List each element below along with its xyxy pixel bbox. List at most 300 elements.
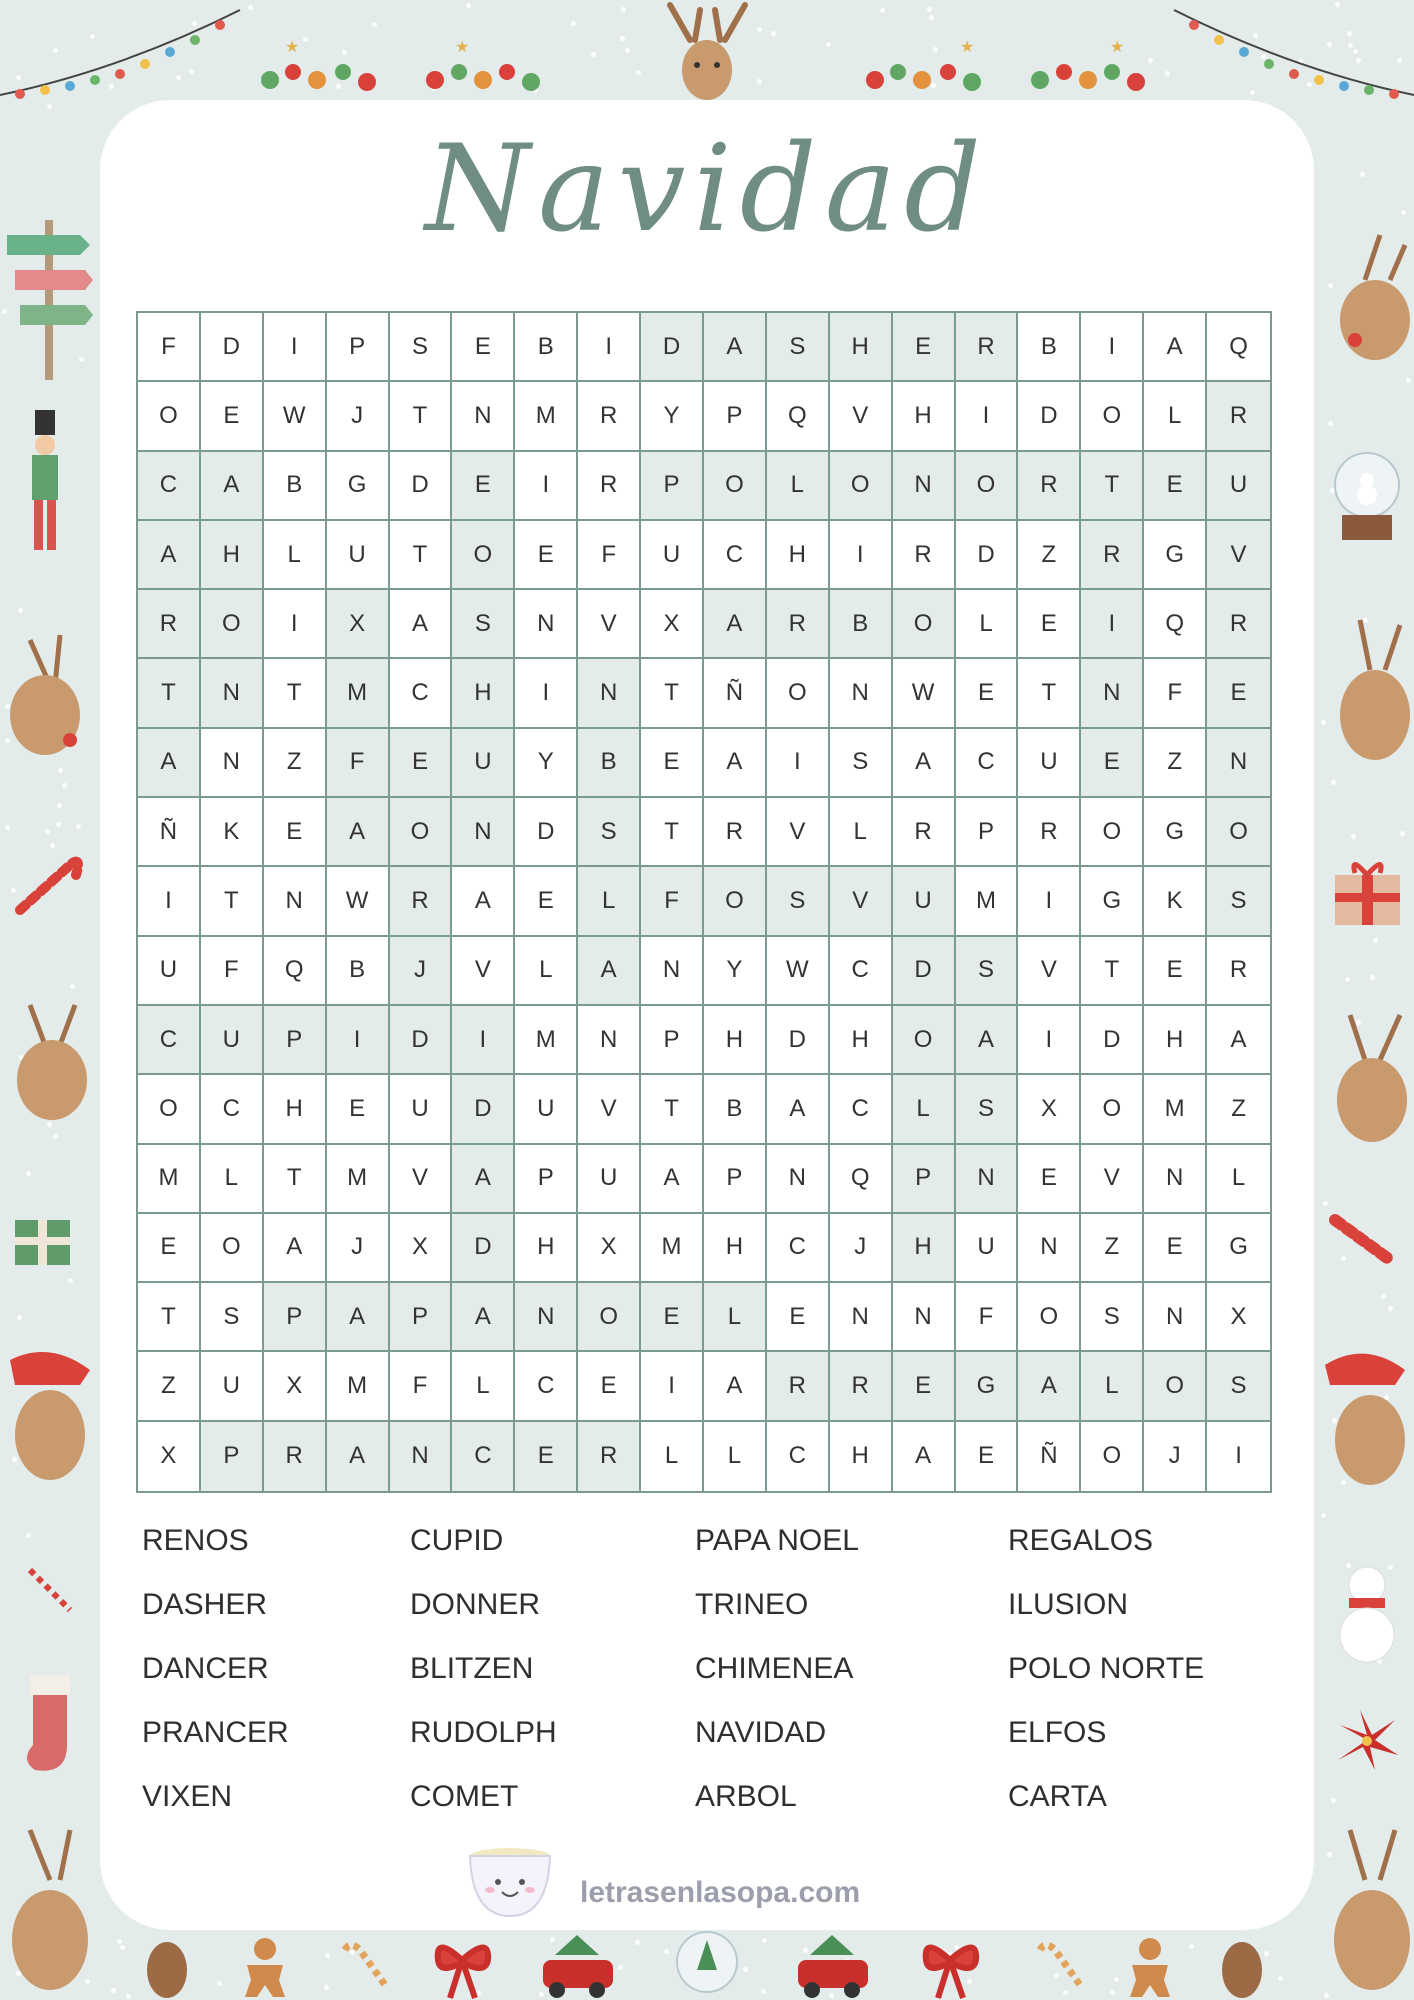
grid-cell[interactable]: E <box>452 452 515 521</box>
grid-cell[interactable]: I <box>1081 313 1144 382</box>
grid-cell[interactable]: E <box>956 1422 1019 1491</box>
grid-cell[interactable]: H <box>767 521 830 590</box>
grid-cell[interactable]: R <box>1207 937 1270 1006</box>
grid-cell[interactable]: U <box>138 937 201 1006</box>
grid-cell[interactable]: R <box>578 382 641 451</box>
grid-cell[interactable]: C <box>201 1075 264 1144</box>
grid-cell[interactable]: U <box>327 521 390 590</box>
grid-cell[interactable]: P <box>893 1145 956 1214</box>
grid-cell[interactable]: T <box>641 798 704 867</box>
grid-cell[interactable]: A <box>138 729 201 798</box>
grid-cell[interactable]: I <box>264 313 327 382</box>
grid-cell[interactable]: Ñ <box>704 659 767 728</box>
grid-cell[interactable]: Q <box>264 937 327 1006</box>
grid-cell[interactable]: L <box>578 867 641 936</box>
grid-cell[interactable]: C <box>830 937 893 1006</box>
grid-cell[interactable]: V <box>452 937 515 1006</box>
grid-cell[interactable]: O <box>704 452 767 521</box>
grid-cell[interactable]: N <box>515 590 578 659</box>
grid-cell[interactable]: I <box>327 1006 390 1075</box>
grid-cell[interactable]: R <box>767 1352 830 1421</box>
grid-cell[interactable]: J <box>1144 1422 1207 1491</box>
grid-cell[interactable]: E <box>641 1283 704 1352</box>
grid-cell[interactable]: R <box>1207 590 1270 659</box>
grid-cell[interactable]: F <box>641 867 704 936</box>
grid-cell[interactable]: T <box>264 1145 327 1214</box>
grid-cell[interactable]: Y <box>641 382 704 451</box>
grid-cell[interactable]: O <box>1081 1075 1144 1144</box>
grid-cell[interactable]: U <box>1018 729 1081 798</box>
grid-cell[interactable]: H <box>830 313 893 382</box>
grid-cell[interactable]: O <box>578 1283 641 1352</box>
grid-cell[interactable]: O <box>138 382 201 451</box>
grid-cell[interactable]: U <box>515 1075 578 1144</box>
grid-cell[interactable]: E <box>1144 1214 1207 1283</box>
grid-cell[interactable]: R <box>704 798 767 867</box>
grid-cell[interactable]: P <box>264 1006 327 1075</box>
grid-cell[interactable]: C <box>515 1352 578 1421</box>
grid-cell[interactable]: R <box>1018 798 1081 867</box>
grid-cell[interactable]: C <box>138 1006 201 1075</box>
grid-cell[interactable]: O <box>1207 798 1270 867</box>
grid-cell[interactable]: W <box>893 659 956 728</box>
grid-cell[interactable]: B <box>578 729 641 798</box>
grid-cell[interactable]: O <box>452 521 515 590</box>
grid-cell[interactable]: X <box>1018 1075 1081 1144</box>
grid-cell[interactable]: U <box>390 1075 453 1144</box>
grid-cell[interactable]: D <box>893 937 956 1006</box>
grid-cell[interactable]: E <box>641 729 704 798</box>
grid-cell[interactable]: X <box>264 1352 327 1421</box>
grid-cell[interactable]: D <box>1018 382 1081 451</box>
grid-cell[interactable]: O <box>893 1006 956 1075</box>
grid-cell[interactable]: N <box>264 867 327 936</box>
grid-cell[interactable]: R <box>578 1422 641 1491</box>
grid-cell[interactable]: R <box>578 452 641 521</box>
grid-cell[interactable]: J <box>327 382 390 451</box>
grid-cell[interactable]: G <box>1144 521 1207 590</box>
grid-cell[interactable]: N <box>452 798 515 867</box>
grid-cell[interactable]: A <box>390 590 453 659</box>
grid-cell[interactable]: R <box>1081 521 1144 590</box>
grid-cell[interactable]: A <box>641 1145 704 1214</box>
grid-cell[interactable]: A <box>327 798 390 867</box>
grid-cell[interactable]: S <box>578 798 641 867</box>
grid-cell[interactable]: I <box>515 659 578 728</box>
grid-cell[interactable]: X <box>390 1214 453 1283</box>
grid-cell[interactable]: L <box>704 1283 767 1352</box>
grid-cell[interactable]: U <box>578 1145 641 1214</box>
grid-cell[interactable]: I <box>767 729 830 798</box>
grid-cell[interactable]: I <box>578 313 641 382</box>
grid-cell[interactable]: A <box>1207 1006 1270 1075</box>
grid-cell[interactable]: B <box>830 590 893 659</box>
grid-cell[interactable]: B <box>264 452 327 521</box>
grid-cell[interactable]: H <box>893 382 956 451</box>
grid-cell[interactable]: Z <box>264 729 327 798</box>
grid-cell[interactable]: N <box>452 382 515 451</box>
grid-cell[interactable]: C <box>767 1422 830 1491</box>
grid-cell[interactable]: E <box>1144 937 1207 1006</box>
grid-cell[interactable]: Z <box>1018 521 1081 590</box>
grid-cell[interactable]: R <box>893 521 956 590</box>
grid-cell[interactable]: O <box>956 452 1019 521</box>
grid-cell[interactable]: M <box>1144 1075 1207 1144</box>
grid-cell[interactable]: V <box>1207 521 1270 590</box>
grid-cell[interactable]: L <box>264 521 327 590</box>
grid-cell[interactable]: L <box>1081 1352 1144 1421</box>
grid-cell[interactable]: E <box>138 1214 201 1283</box>
grid-cell[interactable]: G <box>1207 1214 1270 1283</box>
grid-cell[interactable]: H <box>452 659 515 728</box>
grid-cell[interactable]: M <box>515 1006 578 1075</box>
grid-cell[interactable]: L <box>641 1422 704 1491</box>
grid-cell[interactable]: I <box>138 867 201 936</box>
grid-cell[interactable]: U <box>641 521 704 590</box>
grid-cell[interactable]: X <box>578 1214 641 1283</box>
grid-cell[interactable]: V <box>1081 1145 1144 1214</box>
grid-cell[interactable]: F <box>1144 659 1207 728</box>
grid-cell[interactable]: A <box>452 867 515 936</box>
grid-cell[interactable]: S <box>1207 867 1270 936</box>
grid-cell[interactable]: N <box>641 937 704 1006</box>
grid-cell[interactable]: E <box>327 1075 390 1144</box>
grid-cell[interactable]: P <box>327 313 390 382</box>
grid-cell[interactable]: V <box>578 1075 641 1144</box>
grid-cell[interactable]: W <box>767 937 830 1006</box>
grid-cell[interactable]: C <box>956 729 1019 798</box>
grid-cell[interactable]: O <box>830 452 893 521</box>
grid-cell[interactable]: E <box>1144 452 1207 521</box>
grid-cell[interactable]: A <box>704 313 767 382</box>
grid-cell[interactable]: A <box>264 1214 327 1283</box>
grid-cell[interactable]: F <box>327 729 390 798</box>
grid-cell[interactable]: E <box>452 313 515 382</box>
grid-cell[interactable]: Z <box>1144 729 1207 798</box>
grid-cell[interactable]: M <box>138 1145 201 1214</box>
grid-cell[interactable]: B <box>327 937 390 1006</box>
grid-cell[interactable]: Z <box>138 1352 201 1421</box>
grid-cell[interactable]: T <box>641 659 704 728</box>
grid-cell[interactable]: S <box>767 867 830 936</box>
grid-cell[interactable]: O <box>1081 382 1144 451</box>
grid-cell[interactable]: S <box>390 313 453 382</box>
grid-cell[interactable]: I <box>264 590 327 659</box>
grid-cell[interactable]: K <box>1144 867 1207 936</box>
grid-cell[interactable]: P <box>201 1422 264 1491</box>
grid-cell[interactable]: H <box>515 1214 578 1283</box>
grid-cell[interactable]: N <box>201 659 264 728</box>
grid-cell[interactable]: A <box>767 1075 830 1144</box>
grid-cell[interactable]: G <box>327 452 390 521</box>
grid-cell[interactable]: D <box>390 452 453 521</box>
grid-cell[interactable]: N <box>1144 1283 1207 1352</box>
grid-cell[interactable]: F <box>578 521 641 590</box>
grid-cell[interactable]: U <box>452 729 515 798</box>
grid-cell[interactable]: R <box>264 1422 327 1491</box>
grid-cell[interactable]: N <box>201 729 264 798</box>
grid-cell[interactable]: M <box>327 659 390 728</box>
grid-cell[interactable]: I <box>956 382 1019 451</box>
grid-cell[interactable]: I <box>1018 867 1081 936</box>
grid-cell[interactable]: M <box>641 1214 704 1283</box>
grid-cell[interactable]: Ñ <box>1018 1422 1081 1491</box>
grid-cell[interactable]: V <box>830 382 893 451</box>
grid-cell[interactable]: R <box>1207 382 1270 451</box>
grid-cell[interactable]: O <box>390 798 453 867</box>
grid-cell[interactable]: C <box>830 1075 893 1144</box>
grid-cell[interactable]: O <box>1081 798 1144 867</box>
grid-cell[interactable]: M <box>327 1352 390 1421</box>
grid-cell[interactable]: D <box>201 313 264 382</box>
grid-cell[interactable]: I <box>452 1006 515 1075</box>
grid-cell[interactable]: I <box>1207 1422 1270 1491</box>
grid-cell[interactable]: E <box>515 1422 578 1491</box>
grid-cell[interactable]: T <box>641 1075 704 1144</box>
grid-cell[interactable]: R <box>893 798 956 867</box>
grid-cell[interactable]: O <box>138 1075 201 1144</box>
grid-cell[interactable]: J <box>327 1214 390 1283</box>
grid-cell[interactable]: M <box>956 867 1019 936</box>
grid-cell[interactable]: X <box>327 590 390 659</box>
grid-cell[interactable]: I <box>515 452 578 521</box>
grid-cell[interactable]: D <box>515 798 578 867</box>
grid-cell[interactable]: P <box>264 1283 327 1352</box>
grid-cell[interactable]: L <box>704 1422 767 1491</box>
grid-cell[interactable]: S <box>452 590 515 659</box>
grid-cell[interactable]: C <box>390 659 453 728</box>
grid-cell[interactable]: N <box>767 1145 830 1214</box>
grid-cell[interactable]: A <box>956 1006 1019 1075</box>
grid-cell[interactable]: K <box>201 798 264 867</box>
grid-cell[interactable]: L <box>452 1352 515 1421</box>
grid-cell[interactable]: G <box>1144 798 1207 867</box>
grid-cell[interactable]: X <box>641 590 704 659</box>
grid-cell[interactable]: H <box>704 1214 767 1283</box>
grid-cell[interactable]: W <box>264 382 327 451</box>
grid-cell[interactable]: F <box>201 937 264 1006</box>
grid-cell[interactable]: R <box>767 590 830 659</box>
grid-cell[interactable]: N <box>956 1145 1019 1214</box>
grid-cell[interactable]: A <box>578 937 641 1006</box>
grid-cell[interactable]: T <box>138 1283 201 1352</box>
grid-cell[interactable]: D <box>641 313 704 382</box>
grid-cell[interactable]: G <box>956 1352 1019 1421</box>
grid-cell[interactable]: M <box>327 1145 390 1214</box>
grid-cell[interactable]: E <box>578 1352 641 1421</box>
grid-cell[interactable]: N <box>830 1283 893 1352</box>
grid-cell[interactable]: B <box>515 313 578 382</box>
grid-cell[interactable]: U <box>201 1352 264 1421</box>
grid-cell[interactable]: E <box>1018 1145 1081 1214</box>
grid-cell[interactable]: D <box>390 1006 453 1075</box>
grid-cell[interactable]: Q <box>767 382 830 451</box>
grid-cell[interactable]: E <box>893 1352 956 1421</box>
grid-cell[interactable]: C <box>138 452 201 521</box>
grid-cell[interactable]: T <box>264 659 327 728</box>
grid-cell[interactable]: P <box>515 1145 578 1214</box>
grid-cell[interactable]: O <box>201 590 264 659</box>
grid-cell[interactable]: E <box>893 313 956 382</box>
grid-cell[interactable]: R <box>956 313 1019 382</box>
grid-cell[interactable]: C <box>704 521 767 590</box>
grid-cell[interactable]: Q <box>830 1145 893 1214</box>
grid-cell[interactable]: E <box>767 1283 830 1352</box>
grid-cell[interactable]: I <box>1018 1006 1081 1075</box>
grid-cell[interactable]: T <box>1018 659 1081 728</box>
grid-cell[interactable]: C <box>767 1214 830 1283</box>
grid-cell[interactable]: O <box>201 1214 264 1283</box>
grid-cell[interactable]: N <box>1207 729 1270 798</box>
grid-cell[interactable]: R <box>1018 452 1081 521</box>
grid-cell[interactable]: O <box>1144 1352 1207 1421</box>
grid-cell[interactable]: V <box>767 798 830 867</box>
grid-cell[interactable]: R <box>390 867 453 936</box>
grid-cell[interactable]: N <box>578 1006 641 1075</box>
grid-cell[interactable]: T <box>201 867 264 936</box>
grid-cell[interactable]: R <box>138 590 201 659</box>
grid-cell[interactable]: I <box>830 521 893 590</box>
grid-cell[interactable]: N <box>830 659 893 728</box>
grid-cell[interactable]: E <box>956 659 1019 728</box>
grid-cell[interactable]: G <box>1081 867 1144 936</box>
grid-cell[interactable]: R <box>830 1352 893 1421</box>
grid-cell[interactable]: E <box>1018 590 1081 659</box>
grid-cell[interactable]: B <box>1018 313 1081 382</box>
grid-cell[interactable]: O <box>704 867 767 936</box>
grid-cell[interactable]: D <box>956 521 1019 590</box>
grid-cell[interactable]: P <box>641 452 704 521</box>
grid-cell[interactable]: F <box>138 313 201 382</box>
grid-cell[interactable]: T <box>1081 452 1144 521</box>
grid-cell[interactable]: H <box>830 1006 893 1075</box>
grid-cell[interactable]: O <box>1081 1422 1144 1491</box>
grid-cell[interactable]: S <box>201 1283 264 1352</box>
grid-cell[interactable]: B <box>704 1075 767 1144</box>
grid-cell[interactable]: A <box>327 1422 390 1491</box>
grid-cell[interactable]: L <box>1207 1145 1270 1214</box>
grid-cell[interactable]: S <box>956 937 1019 1006</box>
grid-cell[interactable]: N <box>515 1283 578 1352</box>
grid-cell[interactable]: N <box>1018 1214 1081 1283</box>
grid-cell[interactable]: U <box>1207 452 1270 521</box>
grid-cell[interactable]: P <box>390 1283 453 1352</box>
grid-cell[interactable]: J <box>390 937 453 1006</box>
grid-cell[interactable]: H <box>704 1006 767 1075</box>
grid-cell[interactable]: O <box>893 590 956 659</box>
grid-cell[interactable]: F <box>390 1352 453 1421</box>
grid-cell[interactable]: N <box>893 452 956 521</box>
grid-cell[interactable]: Y <box>704 937 767 1006</box>
grid-cell[interactable]: Q <box>1144 590 1207 659</box>
grid-cell[interactable]: Q <box>1207 313 1270 382</box>
grid-cell[interactable]: S <box>830 729 893 798</box>
grid-cell[interactable]: E <box>390 729 453 798</box>
grid-cell[interactable]: Z <box>1081 1214 1144 1283</box>
grid-cell[interactable]: P <box>704 1145 767 1214</box>
grid-cell[interactable]: N <box>1144 1145 1207 1214</box>
website-link[interactable]: letrasenlasopa.com <box>580 1876 861 1909</box>
grid-cell[interactable]: W <box>327 867 390 936</box>
grid-cell[interactable]: S <box>956 1075 1019 1144</box>
grid-cell[interactable]: E <box>1081 729 1144 798</box>
grid-cell[interactable]: S <box>1081 1283 1144 1352</box>
grid-cell[interactable]: O <box>1018 1283 1081 1352</box>
grid-cell[interactable]: A <box>138 521 201 590</box>
grid-cell[interactable]: A <box>201 452 264 521</box>
grid-cell[interactable]: N <box>578 659 641 728</box>
grid-cell[interactable]: E <box>201 382 264 451</box>
grid-cell[interactable]: P <box>641 1006 704 1075</box>
grid-cell[interactable]: S <box>1207 1352 1270 1421</box>
grid-cell[interactable]: U <box>893 867 956 936</box>
grid-cell[interactable]: H <box>893 1214 956 1283</box>
grid-cell[interactable]: V <box>390 1145 453 1214</box>
grid-cell[interactable]: A <box>893 1422 956 1491</box>
grid-cell[interactable]: E <box>264 798 327 867</box>
grid-cell[interactable]: H <box>264 1075 327 1144</box>
grid-cell[interactable]: D <box>1081 1006 1144 1075</box>
grid-cell[interactable]: P <box>704 382 767 451</box>
grid-cell[interactable]: L <box>1144 382 1207 451</box>
grid-cell[interactable]: X <box>1207 1283 1270 1352</box>
grid-cell[interactable]: D <box>452 1214 515 1283</box>
grid-cell[interactable]: T <box>138 659 201 728</box>
grid-cell[interactable]: L <box>893 1075 956 1144</box>
grid-cell[interactable]: E <box>1207 659 1270 728</box>
grid-cell[interactable]: P <box>956 798 1019 867</box>
grid-cell[interactable]: L <box>767 452 830 521</box>
grid-cell[interactable]: J <box>830 1214 893 1283</box>
grid-cell[interactable]: V <box>1018 937 1081 1006</box>
grid-cell[interactable]: A <box>893 729 956 798</box>
grid-cell[interactable]: S <box>767 313 830 382</box>
grid-cell[interactable]: I <box>641 1352 704 1421</box>
grid-cell[interactable]: A <box>704 590 767 659</box>
grid-cell[interactable]: V <box>578 590 641 659</box>
grid-cell[interactable]: C <box>452 1422 515 1491</box>
grid-cell[interactable]: L <box>830 798 893 867</box>
grid-cell[interactable]: Ñ <box>138 798 201 867</box>
grid-cell[interactable]: L <box>956 590 1019 659</box>
grid-cell[interactable]: A <box>327 1283 390 1352</box>
grid-cell[interactable]: X <box>138 1422 201 1491</box>
grid-cell[interactable]: M <box>515 382 578 451</box>
grid-cell[interactable]: U <box>956 1214 1019 1283</box>
grid-cell[interactable]: N <box>893 1283 956 1352</box>
grid-cell[interactable]: D <box>767 1006 830 1075</box>
grid-cell[interactable]: E <box>515 521 578 590</box>
grid-cell[interactable]: Y <box>515 729 578 798</box>
grid-cell[interactable]: A <box>704 1352 767 1421</box>
grid-cell[interactable]: T <box>390 382 453 451</box>
grid-cell[interactable]: E <box>515 867 578 936</box>
grid-cell[interactable]: U <box>201 1006 264 1075</box>
grid-cell[interactable]: H <box>830 1422 893 1491</box>
grid-cell[interactable]: H <box>201 521 264 590</box>
grid-cell[interactable]: A <box>1144 313 1207 382</box>
grid-cell[interactable]: L <box>201 1145 264 1214</box>
grid-cell[interactable]: V <box>830 867 893 936</box>
grid-cell[interactable]: H <box>1144 1006 1207 1075</box>
grid-cell[interactable]: A <box>1018 1352 1081 1421</box>
grid-cell[interactable]: Z <box>1207 1075 1270 1144</box>
grid-cell[interactable]: D <box>452 1075 515 1144</box>
grid-cell[interactable]: A <box>452 1283 515 1352</box>
grid-cell[interactable]: A <box>704 729 767 798</box>
grid-cell[interactable]: N <box>390 1422 453 1491</box>
grid-cell[interactable]: I <box>1081 590 1144 659</box>
